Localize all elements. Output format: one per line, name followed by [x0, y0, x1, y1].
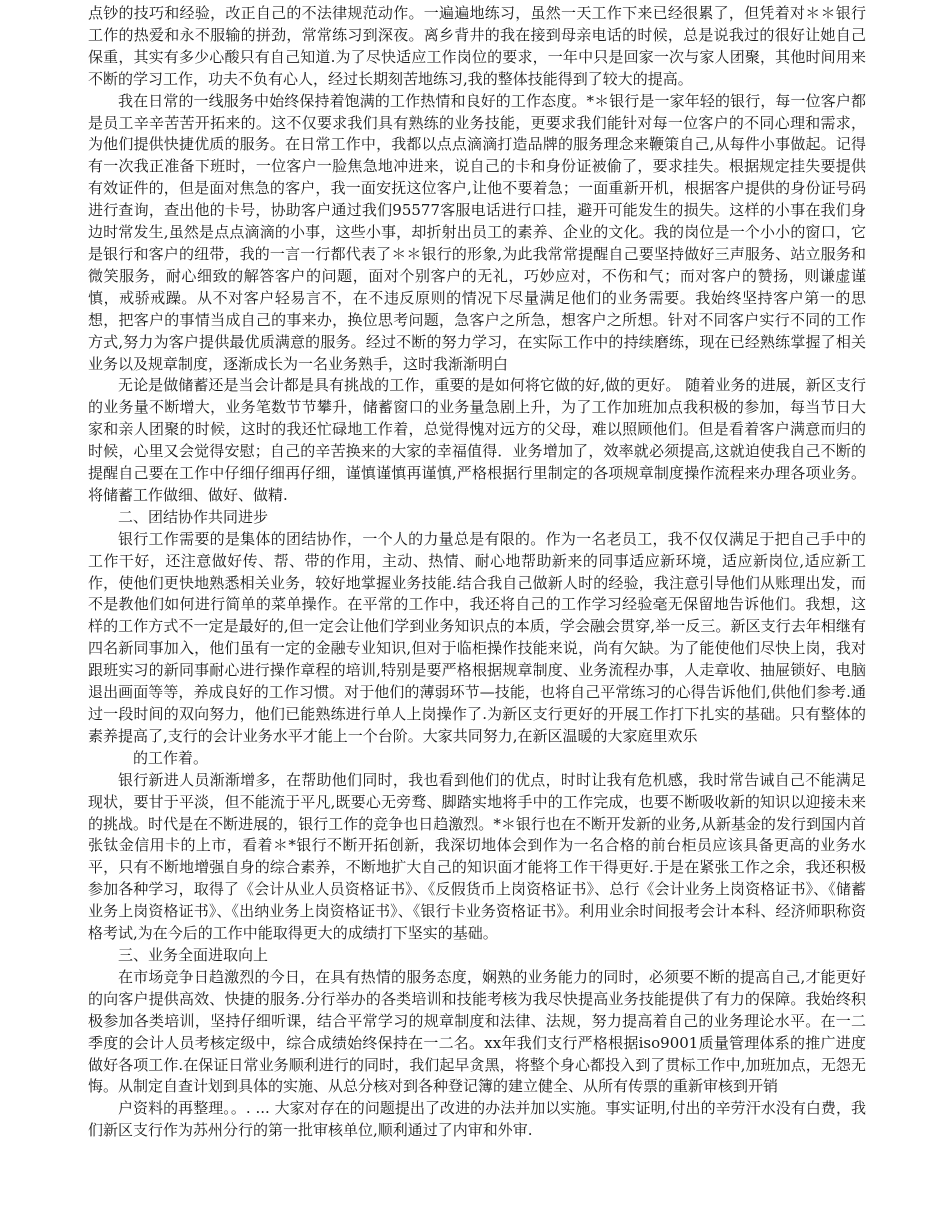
- paragraph-audit-result: 户资料的再整理。。. ... 大家对存在的问题提出了改进的办法并加以实施。事实证明,付出的辛劳汗水没有白费，我们新区支行作为苏州分行的第一批审核单位,顺利通过了内审和外审.: [88, 1099, 866, 1140]
- paragraph-self-improvement: 银行新进人员渐渐增多，在帮助他们同时，我也看到他们的优点，时时让我有危机感，我时常告诫自己不能满足现状，要甘于平淡，但不能流于平凡,既要心无旁骛、脚踏实地将手中的工作完成，也要不断吸收新的知识以迎接未来的挑战。时代是在不断进展的，银行工作的竞争也日趋激烈。*＊银行也在不断开发新的业务,从新基金的发行到国内首张钛金信用卡的上市，看着＊*银行不断开拓创新，我深切地体会到作为一名合格的前台柜员应该具备更高的业务水平，只有不断地增强自身的综合素养，不断地扩大自己的知识面才能将工作干得更好.于是在紧张工作之余，我还积极参加各种学习，取得了《会计从业人员资格证书》、《反假货币上岗资格证书》、总行《会计业务上岗资格证书》、《储蓄业务上岗资格证书》、《出纳业务上岗资格证书》、《银行卡业务资格证书》。利用业余时间报考会计本科、经济师职称资格考试,为在今后的工作中能取得更大的成绩打下坚实的基础。: [88, 770, 866, 943]
- paragraph-teamwork: 银行工作需要的是集体的团结协作，一个人的力量总是有限的。作为一名老员工，我不仅仅满足于把自己手中的工作干好，还注意做好传、帮、带的作用，主动、热情、耐心地帮助新来的同事适应新环境，适应新岗位,适应新工作，使他们更快地熟悉相关业务，较好地掌握业务技能.结合我自己做新人时的经验，我注意引导他们从账理出发，而不是教他们如何进行简单的菜单操作。在平常的工作中，我还将自己的工作学习经验毫无保留地告诉他们。我想，这样的工作方式不一定是最好的,但一定会让他们学到业务知识点的本质，学会融会贯穿,举一反三。新区支行去年相继有四名新同事加入，他们虽有一定的金融专业知识,但对于临柜操作技能来说，尚有欠缺。为了能使他们尽快上岗，我对跟班实习的新同事耐心进行操作章程的培训,特别是要严格根据规章制度、业务流程办事，人走章收、抽屉锁好、电脑退出画面等等，养成良好的工作习惯。对于他们的薄弱环节—技能，也将自己平常练习的心得告诉他们,供他们参考.通过一段时间的双向努力，他们已能熟练进行单人上岗操作了.为新区支行更好的开展工作打下扎实的基础。只有整体的素养提高了,支行的会计业务水平才能上一个台阶。大家共同努力,在新区温暖的大家庭里欢乐: [88, 529, 866, 745]
- paragraph-skills-practice: 点钞的技巧和经验，改正自己的不法律规范动作。一遍遍地练习，虽然一天工作下来已经很累了，但凭着对＊＊银行工作的热爱和永不服输的拼劲，常常练习到深夜。离乡背井的我在接到母亲电话的时候，总是说我过的很好让她自己保重，其实有多少心酸只有自己知道.为了尽快适应工作岗位的要求，一年中只是回家一次与家人团聚，其他时间用来不断的学习工作，功夫不负有心人，经过长期刻苦地练习,我的整体技能得到了较大的提高。: [88, 4, 866, 88]
- paragraph-service-attitude: 我在日常的一线服务中始终保持着饱满的工作热情和良好的工作态度。*＊银行是一家年轻的银行，每一位客户都是员工辛辛苦苦开拓来的。这不仅要求我们具有熟练的业务技能，更要求我们能针对每一位客户的不同心理和需求，为他们提供快捷优质的服务。在日常工作中，我都以点点滴滴打造品牌的服务理念来鞭策自己,从每件小事做起。记得有一次我正准备下班时，一位客户一脸焦急地冲进来，说自己的卡和身份证被偷了，要求挂失。根据规定挂失要提供有效证件的，但是面对焦急的客户，我一面安抚这位客户,让他不要着急；一面重新开机，根据客户提供的身份证号码进行查询，查出他的卡号，协助客户通过我们95577客服电话进行口挂，避开可能发生的损失。这样的小事在我们身边时常发生,虽然是点点滴滴的小事，这些小事，却折射出员工的素养、企业的文化。我的岗位是一个小小的窗口，它是银行和客户的纽带，我的一言一行都代表了＊＊银行的形象,为此我常常提醒自己要坚持做好三声服务、站立服务和微笑服务，耐心细致的解答客户的问题，面对个别客户的无礼，巧妙应对，不伤和气；而对客户的赞扬，则谦虚谨慎，戒骄戒躁。从不对客户轻易言不，在不违反原则的情况下尽量满足他们的业务需要。我始终坚持客户第一的思想，把客户的事情当成自己的事来办，换位思考问题，急客户之所急，想客户之所想。针对不同客户实行不同的工作方式,努力为客户提供最优质满意的服务。经过不断的努力学习，在实际工作中的持续磨练，现在已经熟练掌握了相关业务以及规章制度，逐渐成长为一名业务熟手，这时我渐渐明白: [88, 91, 866, 373]
- paragraph-teamwork-tail: 的工作着。: [133, 748, 209, 767]
- paragraph-business-progress: 在市场竞争日趋激烈的今日，在具有热情的服务态度，娴熟的业务能力的同时，必须要不断的提高自己,才能更好的向客户提供高效、快捷的服务.分行举办的各类培训和技能考核为我尽快提高业务技能提供了有力的保障。我始终积极参加各类培训，坚持仔细听课，结合平常学习的规章制度和法律、法规，努力提高着自己的业务理论水平。在一二季度的会计人员考核定级中，综合成绩始终保持在一二名。xx年我们支行严格根据iso9001质量管理体系的推广进度做好各项工作.在保证日常业务顺利进行的同时，我们起早贪黑，将整个身心都投入到了贯标工作中,加班加点，无怨无悔。从制定自查计划到具体的实施、从总分核对到各种登记簿的建立健全、从所有传票的重新审核到开销: [88, 967, 866, 1096]
- section-heading-teamwork: 二、团结协作共同进步: [118, 507, 269, 526]
- paragraph-savings-accounting: 无论是做储蓄还是当会计都是具有挑战的工作，重要的是如何将它做的好,做的更好。 随着业务的进展，新区支行的业务量不断增大，业务笔数节节攀升，储蓄窗口的业务量急剧上升，为了工作加班加点我积极的参加，每当节日大家和亲人团聚的时候，这时的我还忙碌地工作着，总觉得愧对远方的父母，难以照顾他们。但是看着客户满意而归的时候，心里又会觉得安慰；自己的辛苦换来的大家的幸福值得．业务增加了，效率就必须提高,这就迫使我自己不断的提醒自己要在工作中仔细仔细再仔细，谨慎谨慎再谨慎,严格根据行里制定的各项规章制度操作流程来办理各项业务。将储蓄工作做细、做好、做精.: [88, 376, 866, 504]
- section-heading-business: 三、业务全面进取向上: [118, 945, 269, 964]
